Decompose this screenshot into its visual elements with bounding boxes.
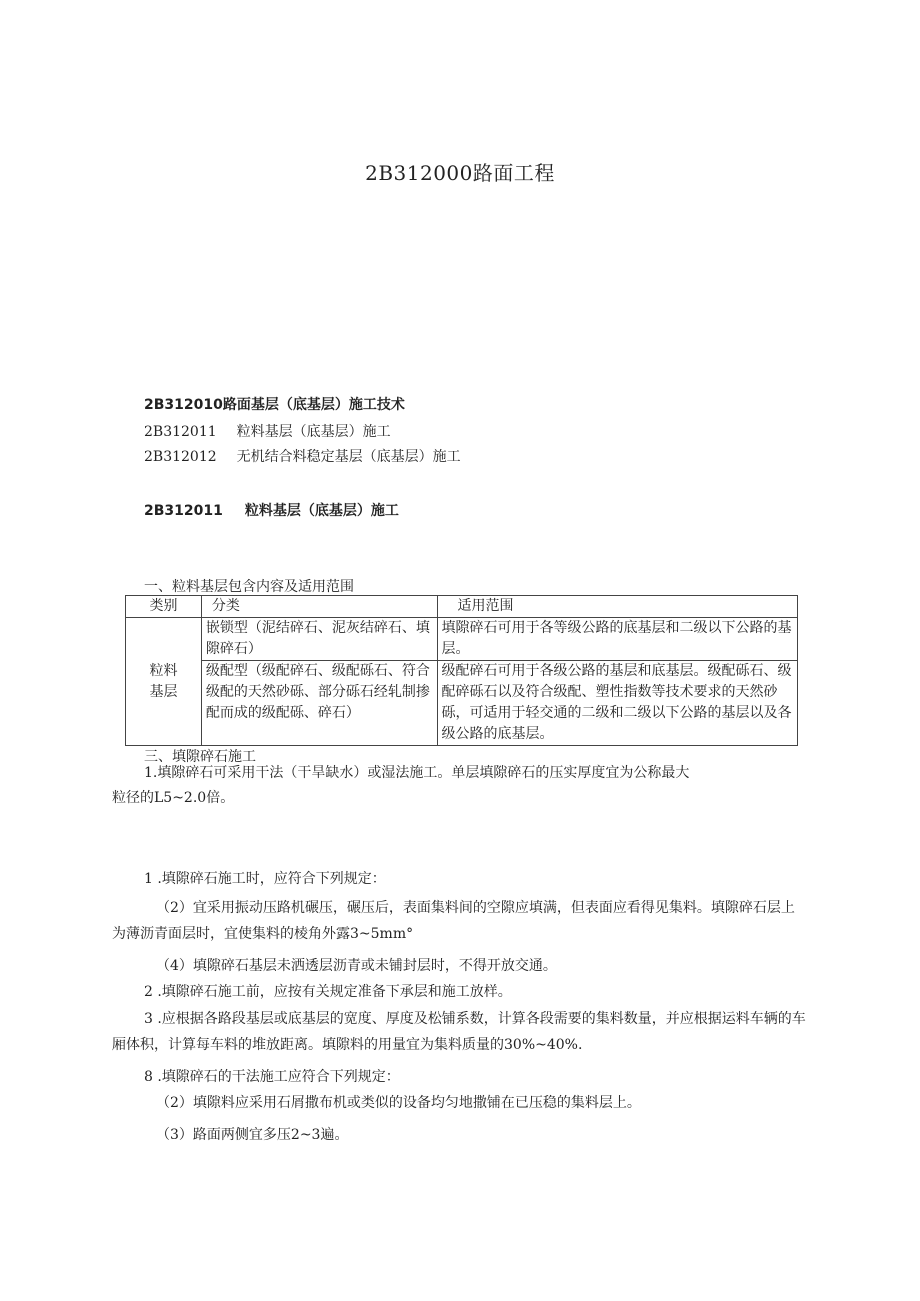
type-cell: 级配型（级配碎石、级配砾石、符合级配的天然砂砾、部分砾石经轧制掺配而成的级配砾、碎石） [201, 661, 437, 746]
header-category: 类别 [126, 596, 202, 618]
table-header-row [126, 596, 798, 618]
sub-heading-text: 粒料基层（底基层）施工 [244, 503, 399, 519]
paragraph-line: 1.填隙碎石可采用干法（干旱缺水）或湿法施工。单层填隙碎石的压实厚度宜为公称最大 [144, 765, 690, 781]
item-3: 3 .应根据各路段基层或底基层的宽度、厚度及松铺系数，计算各段需要的集料数量，并应根据运料车辆的车厢体积，计算每车料的堆放距离。填隙料的用量宜为集料质量的30%~40%. [112, 1011, 806, 1053]
part1-title: 一、粒料基层包含内容及适用范围 [144, 579, 354, 595]
header-type: 分类 [201, 596, 437, 618]
page-title: 2B312000路面工程 [365, 161, 555, 185]
paragraph-line: 粒径的L5~2.0倍。 [112, 790, 235, 806]
section-heading: 2B312010路面基层（底基层）施工技术 [144, 397, 405, 413]
toc-item [144, 446, 461, 466]
item-1-2: （2）宜采用振动压路机碾压，碾压后，表面集料间的空隙应填满，但表面应看得见集料。填隙碎石层上为薄沥青面层时，宜使集料的棱角外露3~5mm° [112, 900, 795, 942]
part3-title: 三、填隙碎石施工 [144, 749, 256, 765]
item-8-2: （2）填隙料应采用石屑撒布机或类似的设备均匀地撒铺在已压稳的集料层上。 [156, 1095, 641, 1111]
table-row [126, 618, 798, 661]
item-8-3: （3）路面两侧宜多压2~3遍。 [156, 1127, 349, 1143]
classification-table [125, 595, 798, 746]
table-row [126, 661, 798, 746]
toc-code: 2B312012 [144, 449, 217, 465]
item-8: 8 .填隙碎石的干法施工应符合下列规定： [144, 1069, 400, 1085]
toc-text: 无机结合料稳定基层（底基层）施工 [236, 449, 461, 465]
item-2: 2 .填隙碎石施工前，应按有关规定准备下承层和施工放样。 [144, 984, 512, 1000]
sub-heading [144, 500, 399, 520]
item-1-4: （4）填隙碎石基层未洒透层沥青或未铺封层时，不得开放交通。 [156, 958, 557, 974]
toc-item [144, 421, 391, 441]
category-cell: 粒料 基层 [126, 618, 202, 746]
item-1: 1 .填隙碎石施工时，应符合下列规定： [144, 871, 386, 887]
scope-cell: 级配碎石可用于各级公路的基层和底基层。级配砾石、级配碎砾石以及符合级配、塑性指数等技术要求的天然砂砾，可适用于轻交通的二级和二级以下公路的基层以及各级公路的底基层。 [437, 661, 797, 746]
toc-code: 2B312011 [144, 424, 217, 440]
type-cell: 嵌锁型（泥结碎石、泥灰结碎石、填隙碎石） [201, 618, 437, 661]
header-scope: 适用范围 [437, 596, 797, 618]
scope-cell: 填隙碎石可用于各等级公路的底基层和二级以下公路的基层。 [437, 618, 797, 661]
toc-text: 粒料基层（底基层）施工 [236, 424, 391, 440]
sub-heading-code: 2B312011 [144, 503, 223, 519]
